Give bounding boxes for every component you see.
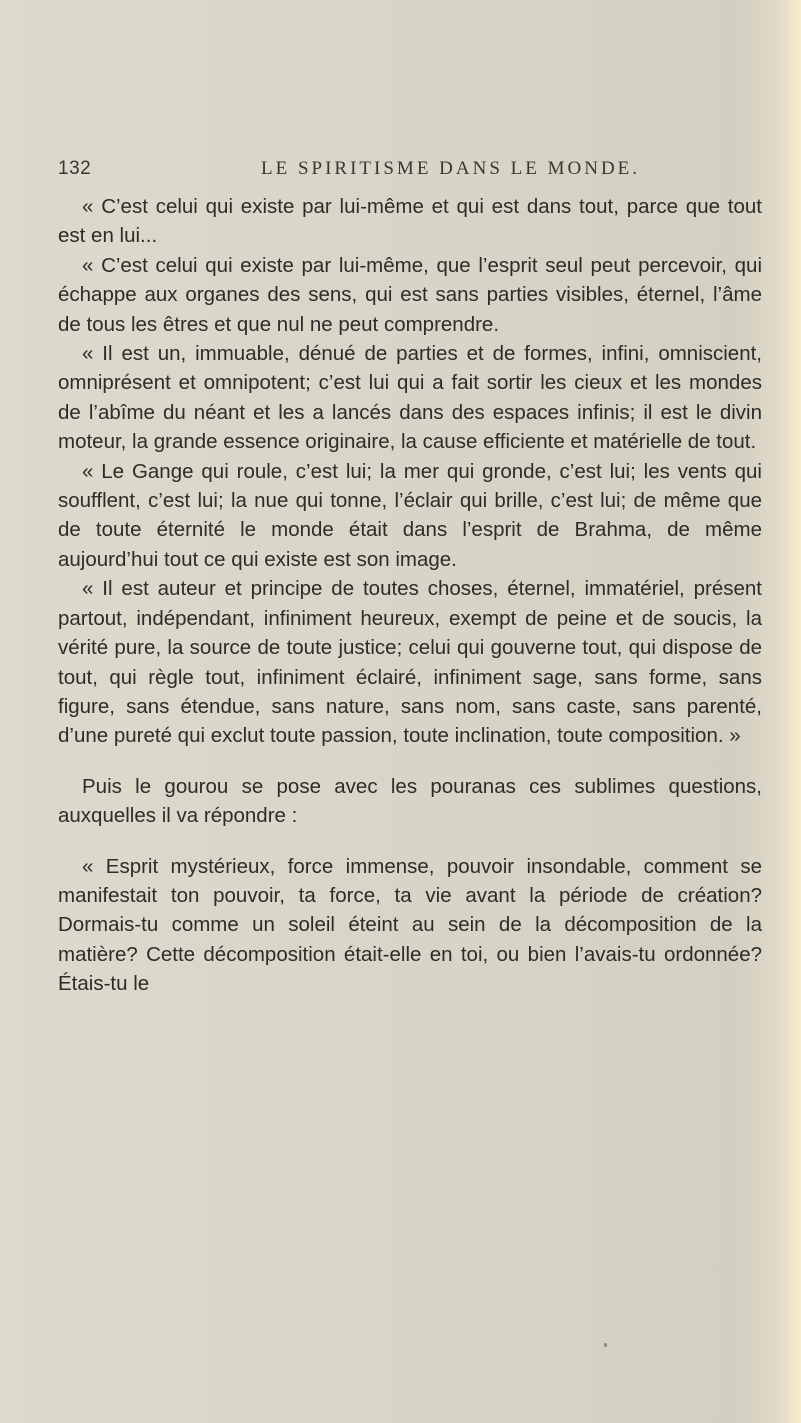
page-edge-shading: [787, 0, 801, 1423]
paragraph-5: « Il est auteur et principe de toutes choses, éternel, immatériel, présent partout, indépendant, infiniment heureux, exempt de peine et de soucis, la vérité pure, la source de toute justice; celui qui gouverne tout, qui dispose de tout, qui règle tout, infiniment éclairé, infiniment sage, sans forme, sans figure, sans étendue, sans nature, sans nom, sans caste, sans parenté, d’une pureté qui exclut toute passion, toute inclination, toute composition. »: [58, 577, 762, 748]
paragraph-7: « Esprit mystérieux, force immense, pouvoir insondable, comment se manifestait ton pouvoir, ta force, ta vie avant la période de création? Dormais-tu comme un soleil éteint au sein de la décomposition de la matière? Cette décomposition était-elle en toi, ou bien l’avais-tu ordonnée? Étais-tu le: [58, 854, 762, 996]
paragraph-2: « C’est celui qui existe par lui-même, que l’esprit seul peut percevoir, qui échappe aux organes des sens, qui est sans parties visibles, éternel, l’âme de tous les êtres et que nul ne peut comprendre.: [58, 253, 762, 336]
paper-speck: [604, 1343, 607, 1347]
section-spacer: [58, 751, 762, 772]
page-header: [58, 158, 758, 184]
paragraph-4: « Le Gange qui roule, c’est lui; la mer qui gronde, c’est lui; les vents qui soufflent, c’est lui; la nue qui tonne, l’éclair qui brille, c’est lui; de même que de toute éternité le monde était dans l’esprit de Brahma, de même aujourd’hui tout ce qui existe est son image.: [58, 459, 762, 571]
page-number: 132: [58, 158, 92, 179]
paragraph-6: Puis le gourou se pose avec les pouranas ces sublimes questions, auxquelles il va répondre :: [58, 774, 762, 828]
paragraph-3: « Il est un, immuable, dénué de parties et de formes, infini, omniscient, omniprésent et omnipotent; c’est lui qui a fait sortir les cieux et les mondes de l’abîme du néant et les a lancés dans des espaces infinis; il est le divin moteur, la grande essence originaire, la cause efficiente et matérielle de tout.: [58, 342, 762, 454]
section-spacer: [58, 831, 762, 852]
running-title: LE SPIRITISME DANS LE MONDE.: [261, 158, 641, 179]
paragraph-1: « C’est celui qui existe par lui-même et qui est dans tout, parce que tout est en lui...: [58, 195, 762, 248]
body-text: [58, 192, 762, 999]
